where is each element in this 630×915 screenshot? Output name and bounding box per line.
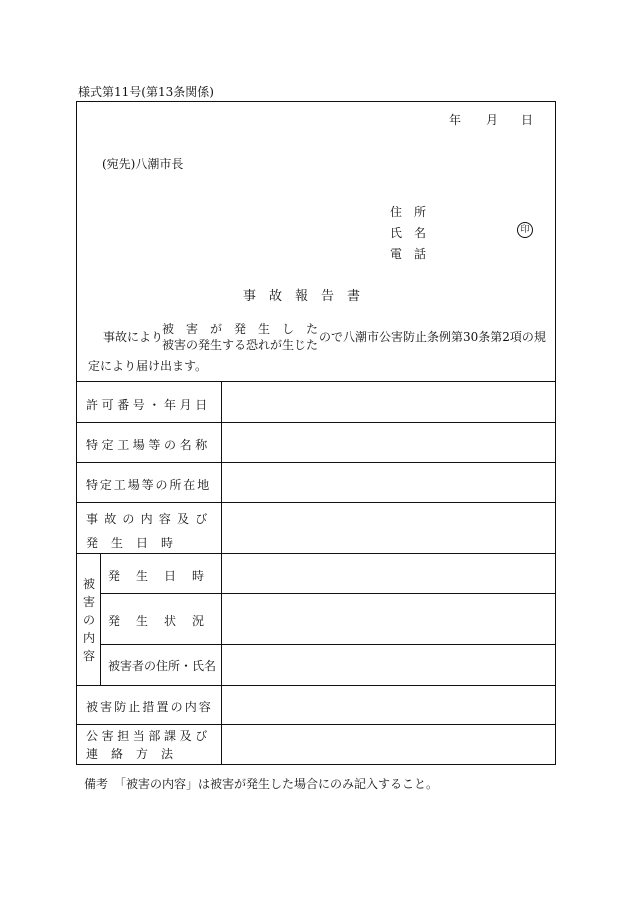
row-line <box>76 502 556 503</box>
label-factory-location: 特定工場等の所在地 <box>86 478 212 492</box>
row-line <box>76 462 556 463</box>
address-label: 住 所 <box>390 205 427 219</box>
name-label: 氏 名 <box>390 226 427 240</box>
label-accident-datetime: 発 生 日 時 <box>86 536 174 550</box>
row-line <box>100 593 556 594</box>
label-accident-content: 事故の内容及び <box>86 512 214 526</box>
date-day-label: 日 <box>521 113 534 127</box>
document-title: 事 故 報 告 書 <box>243 289 361 304</box>
table-top-line <box>76 381 556 382</box>
label-contact-dept: 公害担当部課及び <box>86 729 211 743</box>
statement-option-occurred: 被 害 が 発 生 し た <box>162 322 319 336</box>
damage-group-char: 被 <box>83 577 96 591</box>
column-divider <box>221 381 222 765</box>
statement-suffix: ので八潮市公害防止条例第30条第2項の規 <box>319 330 546 344</box>
label-damage-datetime: 発 生 日 時 <box>108 569 207 583</box>
damage-group-char: 容 <box>83 649 96 663</box>
row-line <box>76 422 556 423</box>
damage-group-char: の <box>83 613 96 627</box>
statement-option-risk: 被害の発生する恐れが生じた <box>162 338 319 352</box>
addressee: (宛先)八潮市長 <box>102 157 184 171</box>
seal-mark: 印 <box>517 222 533 238</box>
label-permit: 許可番号・年月日 <box>86 398 211 412</box>
label-contact-method: 連 絡 方 法 <box>86 747 174 761</box>
phone-label: 電 話 <box>390 247 427 261</box>
row-line <box>76 685 556 686</box>
statement-prefix: 事故により <box>103 330 164 344</box>
label-damage-status: 発 生 状 況 <box>108 614 207 628</box>
remarks-note: 備考 「被害の内容」は被害が発生した場合にのみ記入すること。 <box>84 777 439 791</box>
row-line <box>100 644 556 645</box>
damage-group-char: 内 <box>83 631 96 645</box>
group-divider <box>100 553 101 685</box>
statement-line-2: 定により届け出ます。 <box>88 359 208 373</box>
label-factory-name: 特定工場等の名称 <box>86 438 211 452</box>
row-line <box>76 724 556 725</box>
label-victim: 被害者の住所・氏名 <box>108 659 217 673</box>
date-year-label: 年 <box>449 113 462 127</box>
damage-group-char: 害 <box>83 595 96 609</box>
row-line <box>76 553 556 554</box>
form-number: 様式第11号(第13条関係) <box>78 85 214 99</box>
date-month-label: 月 <box>486 113 499 127</box>
label-prevention: 被害防止措置の内容 <box>86 700 213 714</box>
